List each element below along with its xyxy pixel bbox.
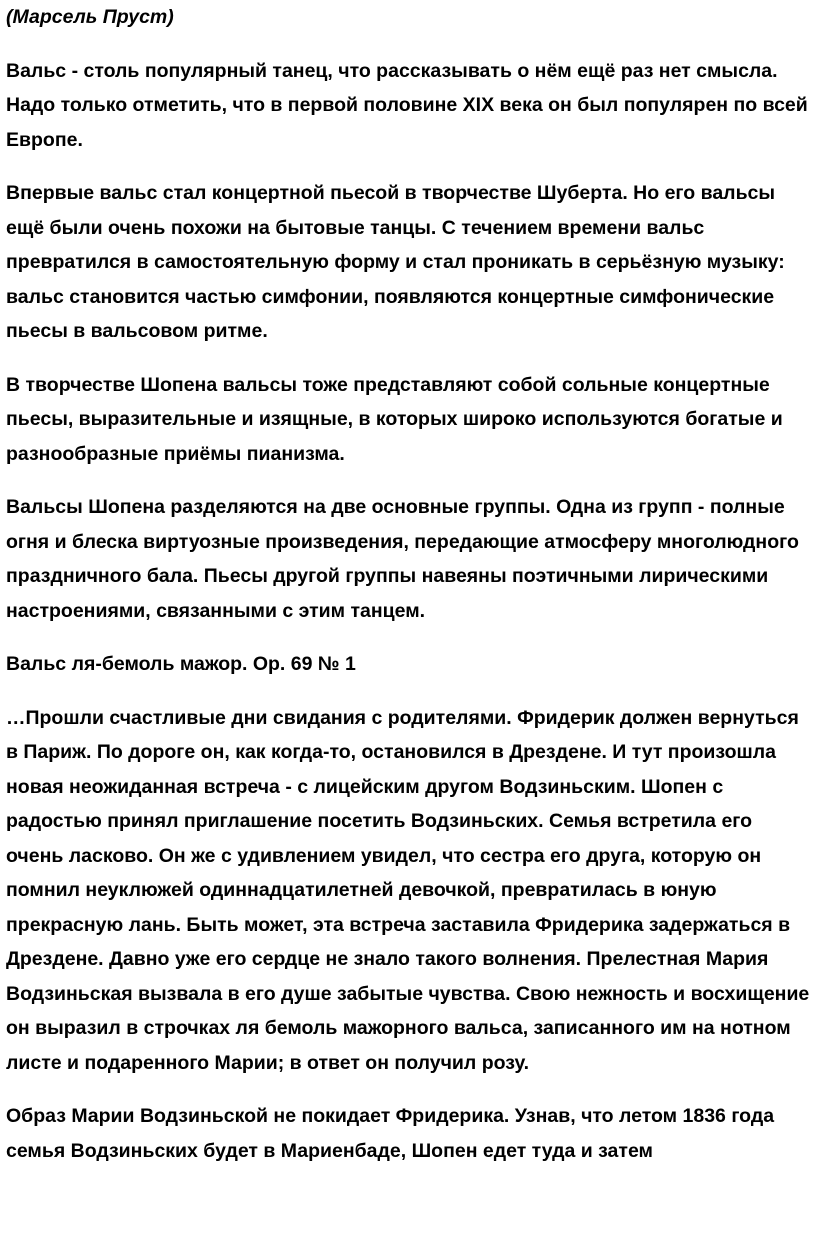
paragraph-waltz-groups: Вальсы Шопена разделяются на две основные группы. Одна из групп - полные огня и блеска виртуозные произведения, передающие атмосферу многолюдного праздничного бала. Пьесы другой группы навеяны поэтичными лирическими настроениями, связанными с этим танцем. xyxy=(6,496,799,622)
paragraph-story-marienbad: Образ Марии Водзиньской не покидает Фридерика. Узнав, что летом 1836 года семья Водзиньских будет в Мариенбаде, Шопен едет туда и затем xyxy=(6,1105,775,1162)
section-heading: Вальс ля-бемоль мажор. Ор. 69 № 1 xyxy=(6,653,356,675)
paragraph-chopin-waltzes: В творчестве Шопена вальсы тоже представляют собой сольные концертные пьесы, выразительные и изящные, в которых широко используются богатые и разнообразные приёмы пианизма. xyxy=(6,373,783,465)
paragraph-waltz-intro: Вальс - столь популярный танец, что рассказывать о нём ещё раз нет смысла. Надо только отметить, что в первой половине XIX века он был популярен по всей Европе. xyxy=(6,59,808,151)
paragraph-story-dresden: …Прошли счастливые дни свидания с родителями. Фридерик должен вернуться в Париж. По дороге он, как когда-то, остановился в Дрездене. И тут произошла новая неожиданная встреча - с лицейским другом Водзиньским. Шопен с радостью принял приглашение посетить Водзиньских. Семья встретила его очень ласково. Он же с удивлением увидел, что сестра его друга, которую он помнил неуклюжей одиннадцатилетней девочкой, превратилась в юную прекрасную лань. Быть может, эта встреча заставила Фридерика задержаться в Дрездене. Давно уже его сердце не знало такого волнения. Прелестная Мария Водзиньская вызвала в его душе забытые чувства. Свою нежность и восхищение он выразил в строчках ля бемоль мажорного вальса, записанного им на нотном листе и подаренного Марии; в ответ он получил розу. xyxy=(6,706,810,1074)
author-line: (Марсель Пруст) xyxy=(6,6,174,28)
paragraph-schubert: Впервые вальс стал концертной пьесой в творчестве Шуберта. Но его вальсы ещё были очень похожи на бытовые танцы. С течением времени вальс превратился в самостоятельную форму и стал проникать в серьёзную музыку: вальс становится частью симфонии, появляются концертные симфонические пьесы в вальсовом ритме. xyxy=(6,182,785,342)
document-page xyxy=(6,0,810,1168)
